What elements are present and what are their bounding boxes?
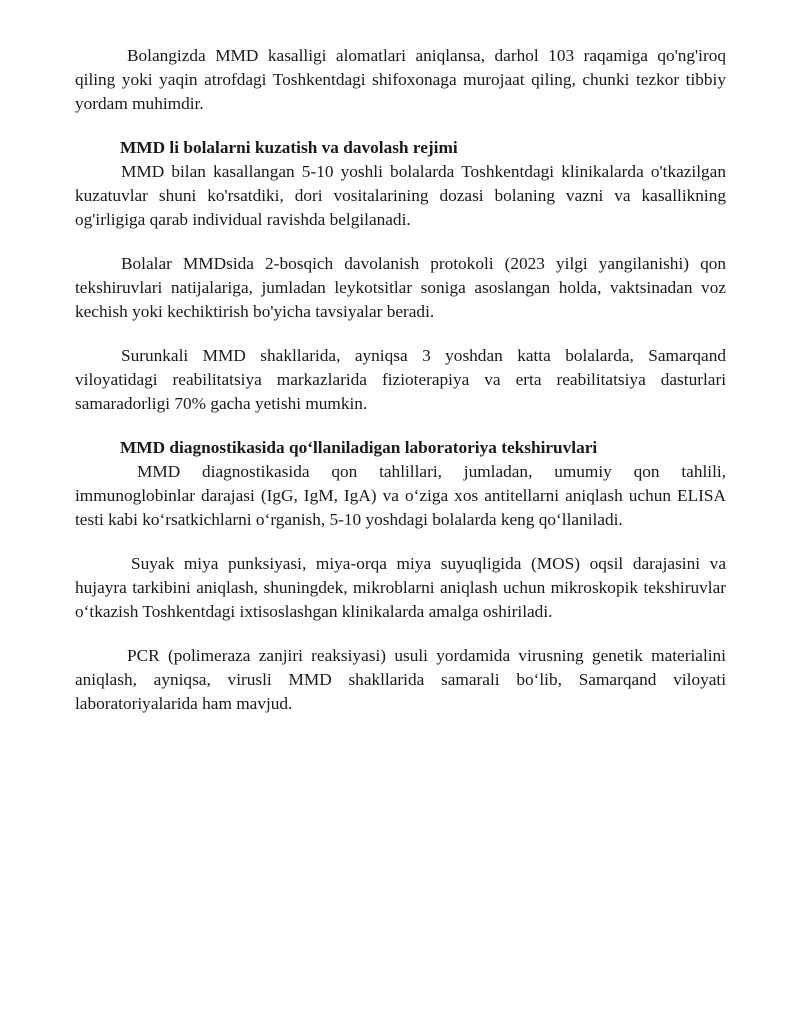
paragraph-protocol: Bolalar MMDsida 2-bosqich davolanish protokoli (2023 yilgi yangilanishi) qon tekshiruvlari natijalariga, jumladan leykotsitlar soniga asoslangan holda, vaktsinadan voz kechish yoki kechiktirish bo'yicha tavsiyalar beradi. — [75, 254, 726, 321]
paragraph-blood-tests: MMD diagnostikasida qon tahlillari, jumladan, umumiy qon tahlili, immunoglobinlar darajasi (IgG, IgM, IgA) va o‘ziga xos antitellarni aniqlash uchun ELISA testi kabi ko‘rsatkichlarni o‘rganish, 5-10 yoshdagi bolalarda keng qo‘llaniladi. — [75, 462, 726, 529]
paragraph-rehabilitation: Surunkali MMD shakllarida, ayniqsa 3 yoshdan katta bolalarda, Samarqand viloyatidagi reabilitatsiya markazlarida fizioterapiya va erta reabilitatsiya dasturlari samaradorligi 70% gacha yetishi mumkin. — [75, 346, 726, 413]
heading-laboratory-tests: MMD diagnostikasida qo‘llaniladigan laboratoriya tekshiruvlari — [120, 438, 598, 457]
paragraph-emergency: Bolangizda MMD kasalligi alomatlari aniqlansa, darhol 103 raqamiga qo'ng'iroq qiling yoki yaqin atrofdagi Toshkentdagi shifoxonaga murojaat qiling, chunki tezkor tibbiy yordam muhimdir. — [75, 46, 726, 113]
document-page — [75, 44, 726, 716]
paragraph-pcr: PCR (polimeraza zanjiri reaksiyasi) usuli yordamida virusning genetik materialini aniqlash, ayniqsa, virusli MMD shakllarida samarali bo‘lib, Samarqand viloyati laboratoriyalarida ham mavjud. — [75, 646, 726, 713]
heading-observation-treatment: MMD li bolalarni kuzatish va davolash rejimi — [120, 138, 458, 157]
paragraph-puncture: Suyak miya punksiyasi, miya-orqa miya suyuqligida (MOS) oqsil darajasini va hujayra tarkibini aniqlash, shuningdek, mikroblarni aniqlash uchun mikroskopik tekshiruvlar o‘tkazish Toshkentdagi ixtisoslashgan klinikalarda amalga oshiriladi. — [75, 554, 726, 621]
paragraph-dosage: MMD bilan kasallangan 5-10 yoshli bolalarda Toshkentdagi klinikalarda o'tkazilgan kuzatuvlar shuni ko'rsatdiki, dori vositalarining dozasi bolaning vazni va kasallikning og'irligiga qarab individual ravishda belgilanadi. — [75, 162, 726, 229]
